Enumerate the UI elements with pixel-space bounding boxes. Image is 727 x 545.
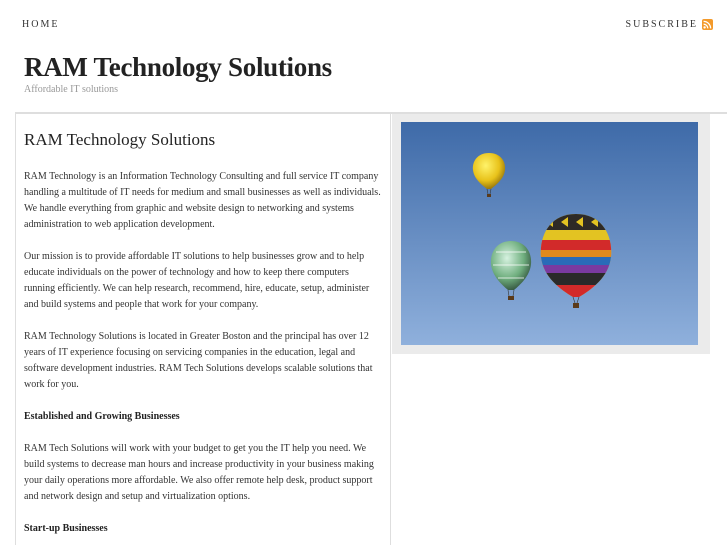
section-heading-established: Established and Growing Businesses <box>24 411 180 422</box>
subscribe-label[interactable]: SUBSCRIBE <box>625 19 698 30</box>
section-heading-startup: Start-up Businesses <box>24 523 108 534</box>
site-header <box>24 50 704 95</box>
sidebar <box>392 114 710 354</box>
rss-icon[interactable] <box>702 19 713 30</box>
site-tagline: Affordable IT solutions <box>24 84 119 95</box>
subscribe-link[interactable] <box>626 19 713 30</box>
site-title[interactable]: RAM Technology Solutions <box>24 52 332 82</box>
hot-air-balloons-photo <box>401 122 698 345</box>
established-paragraph: RAM Tech Solutions will work with your budget to get you the IT help you need. We build systems to decrease man hours and increase productivity in your business making your daily operations more affordable. We also offer remote help desk, product support and network design and setup and virtualization options. <box>24 443 374 502</box>
mission-paragraph: Our mission is to provide affordable IT solutions to help businesses grow and to help educate individuals on the power of technology and how to keep there computers running efficiently. We can help research, recommend, hire, educate, setup, administer and build systems and people that work for your company. <box>24 251 370 310</box>
main-content <box>15 114 391 545</box>
location-paragraph: RAM Technology Solutions is located in Greater Boston and the principal has over 12 years of IT experience focusing on servicing companies in the education, legal and software development industries. RAM Tech Solutions develops scalable solutions that work for you. <box>24 331 373 390</box>
top-navigation <box>0 0 727 50</box>
intro-paragraph: RAM Technology is an Information Technology Consulting and full service IT company handling a multitude of IT needs for medium and small businesses as well as individuals. We handle everything from graphic and website design to networking and systems administration to web application development. <box>24 171 381 230</box>
page-title: RAM Technology Solutions <box>24 130 216 149</box>
nav-home-link[interactable]: HOME <box>22 19 60 30</box>
